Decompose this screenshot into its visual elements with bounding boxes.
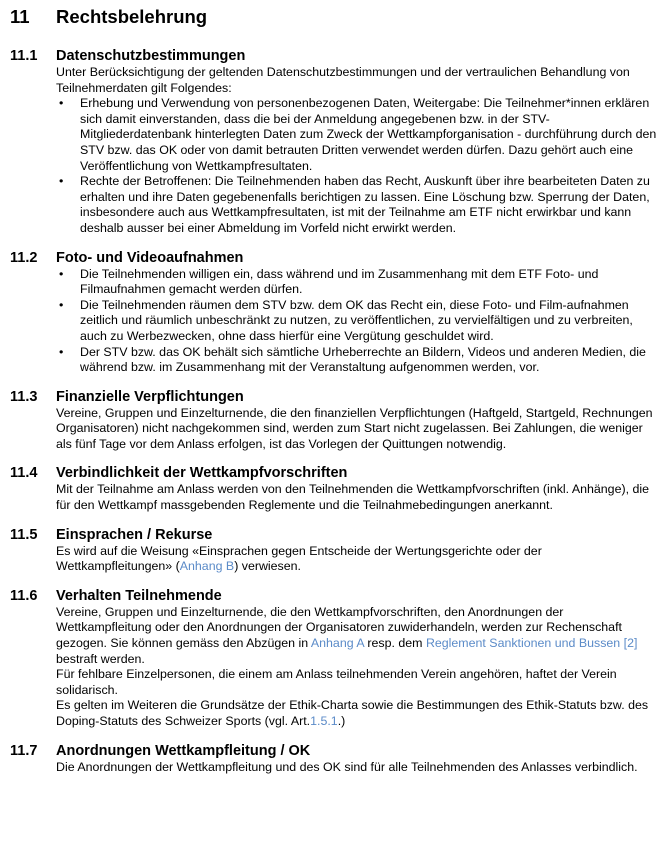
section-number: 11.3	[10, 388, 38, 405]
text-run: Vereine, Gruppen und Einzelturnende, die den Wettkampfvorschriften, den Anordnungen der Wettkampfleitung oder den Anordnungen der Organisatoren zuwiderhandeln, werden zur Rechenschaft gezogen. Sie können gemäss den Abzügen in	[56, 604, 622, 651]
text-run: resp. dem	[363, 636, 426, 651]
chapter-number: 11	[10, 6, 30, 27]
section-heading	[10, 588, 658, 604]
section-title: Finanzielle Verpflichtungen	[56, 388, 244, 405]
bullet-list	[56, 267, 658, 376]
text-run: .)	[337, 714, 346, 728]
section-number: 11.7	[10, 742, 38, 759]
section-heading	[10, 465, 658, 481]
section-verbindlichkeit	[10, 465, 658, 513]
section-paragraph	[56, 605, 658, 667]
section-number: 11.4	[10, 465, 38, 482]
section-heading	[10, 527, 658, 543]
text-run: bestraft werden.	[56, 651, 145, 666]
list-item: • Rechte der Betroffenen: Die Teilnehmenden haben das Recht, Auskunft über ihre bearbeiteten Daten zu erhalten und ihre Daten gegebenenfalls berichtigen zu lassen. Eine Löschung bzw. Sperrung der Daten, insbesondere auch aus Wettkampfresultaten, ist mit der Teilnahme am ETF nicht erwirkbar und kann deshalb ausser bei einer Abmeldung im Vorfeld nicht erwirkt werden.	[56, 174, 658, 236]
section-number: 11.5	[10, 526, 38, 543]
link-art-1-5-1[interactable]: 1.5.1	[310, 714, 338, 728]
section-text: Vereine, Gruppen und Einzelturnende, die den finanziellen Verpflichtungen (Haftgeld, Startgeld, Rechnungen Organisatoren) nicht nachgekommen sind, werden zum Start nicht zugelassen. Bei Zahlungen, die weniger als fünf Tage vor dem Anlass erfolgen, ist das Vorlegen der Quittungen notwendig.	[56, 405, 653, 451]
section-heading	[10, 743, 658, 759]
list-item: • Die Teilnehmenden räumen dem STV bzw. dem OK das Recht ein, diese Foto- und Film-aufnahmen zeitlich und räumlich unbeschränkt zu nutzen, zu veröffentlichen, zu vervielfältigen und zu verbreiten, auch zu Werbezwecken, ohne dass hierfür eine Vergütung geschuldet wird.	[56, 298, 658, 345]
section-number: 11.6	[10, 587, 38, 604]
section-datenschutz	[10, 48, 658, 237]
chapter-heading	[10, 6, 658, 28]
text-run: Es wird auf die Weisung «Einsprachen gegen Entscheide der Wertungsgerichte oder der Wettkampfleitungen» (	[56, 543, 542, 574]
list-item: • Der STV bzw. das OK behält sich sämtliche Urheberrechte an Bildern, Videos und anderen Medien, die während bzw. im Zusammenhang mit der Veranstaltung aufgenommen werden, vor.	[56, 345, 658, 376]
section-title: Foto- und Videoaufnahmen	[56, 249, 244, 266]
section-text: Die Anordnungen der Wettkampfleitung und des OK sind für alle Teilnehmenden des Anlasses verbindlich.	[56, 759, 638, 774]
section-number: 11.2	[10, 249, 38, 266]
section-verhalten	[10, 588, 658, 730]
bullet-list	[56, 96, 658, 236]
section-title: Einsprachen / Rekurse	[56, 526, 213, 543]
section-title: Verhalten Teilnehmende	[56, 587, 222, 604]
section-title: Datenschutzbestimmungen	[56, 48, 246, 64]
text-run: Es gelten im Weiteren die Grundsätze der Ethik-Charta sowie die Bestimmungen des Ethik-Statuts bzw. des Doping-Statuts des Schweizer Sports (vgl. Art.	[56, 698, 649, 728]
section-number: 11.1	[10, 48, 38, 64]
section-title: Anordnungen Wettkampfleitung / OK	[56, 742, 311, 759]
section-heading	[10, 250, 658, 266]
link-reglement-sanktionen[interactable]: Reglement Sanktionen und Bussen [2]	[425, 636, 638, 651]
text-run: ) verwiesen.	[234, 559, 301, 574]
link-anhang-b[interactable]: Anhang B	[179, 559, 235, 574]
section-title: Verbindlichkeit der Wettkampfvorschriften	[56, 465, 348, 482]
section-text: Mit der Teilnahme am Anlass werden von den Teilnehmenden die Wettkampfvorschriften (inkl. Anhänge), die für den Wettkampf massgebenden Reglemente und die Teilnahmebedingungen anerkannt.	[56, 482, 650, 513]
section-paragraph: Für fehlbare Einzelpersonen, die einem am Anlass teilnehmenden Verein angehören, haftet der Verein solidarisch.	[56, 667, 617, 697]
section-finanzielle-verpflichtungen	[10, 389, 658, 453]
section-text	[56, 544, 658, 575]
section-anordnungen	[10, 743, 658, 776]
chapter-title: Rechtsbelehrung	[56, 6, 208, 27]
link-anhang-a[interactable]: Anhang A	[310, 636, 364, 651]
section-foto-video	[10, 250, 658, 376]
section-intro: Unter Berücksichtigung der geltenden Datenschutzbestimmungen und der vertraulichen Behandlung von Teilnehmerdaten gilt Folgendes:	[56, 65, 630, 95]
list-item: • Erhebung und Verwendung von personenbezogenen Daten, Weitergabe: Die Teilnehmer*innen erklären sich damit einverstanden, dass die bei der Anmeldung angegebenen bzw. in der STV-Mitgliederdatenbank hinterlegten Daten zum Zweck der Wettkampforganisation - durchführung durch den STV bzw. das OK oder von damit betrauten Dritten verwendet werden dürfen. Dazu gehört auch eine Veröffentlichung von Wettkampfresultaten.	[56, 96, 658, 174]
list-item: • Die Teilnehmenden willigen ein, dass während und im Zusammenhang mit dem ETF Foto- und Filmaufnahmen gemacht werden dürfen.	[56, 267, 658, 298]
section-heading	[10, 48, 658, 64]
section-einsprachen	[10, 527, 658, 575]
section-heading	[10, 389, 658, 405]
section-paragraph	[56, 698, 658, 729]
